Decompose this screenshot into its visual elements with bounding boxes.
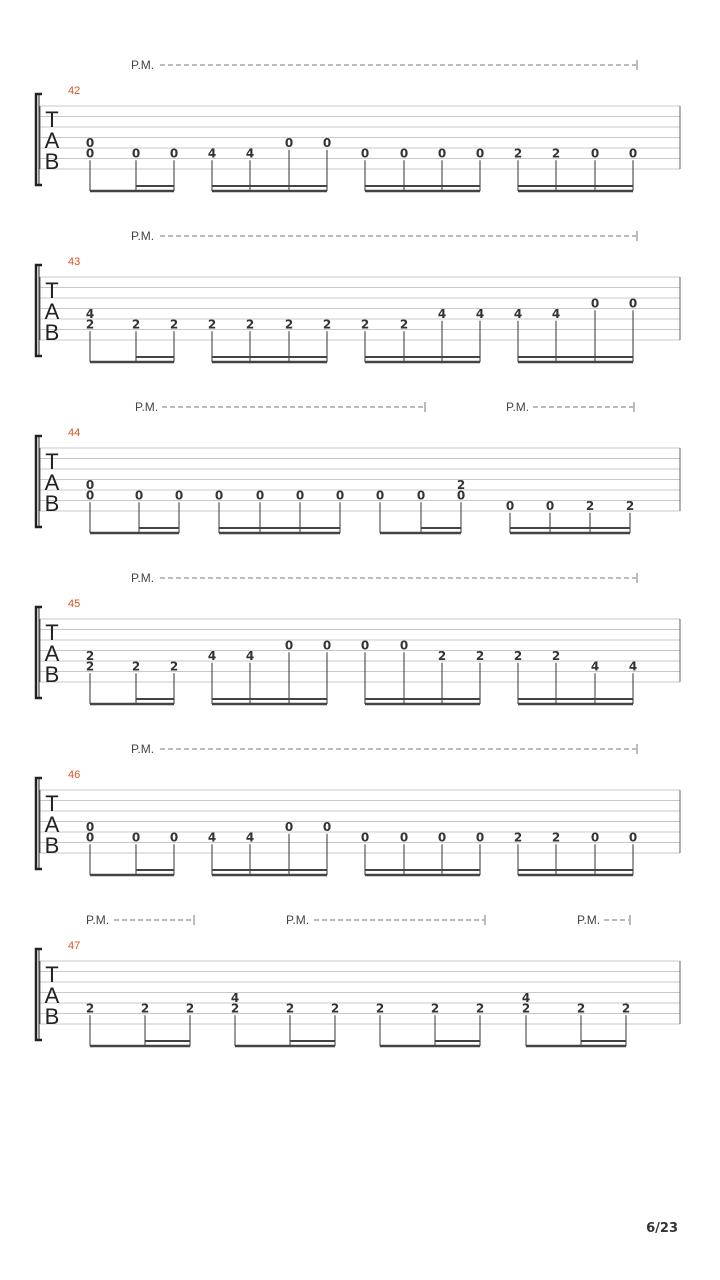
fret-number: 0 — [85, 477, 95, 492]
fret-number: 0 — [399, 146, 409, 161]
fret-number: 2 — [585, 498, 595, 513]
tab-clef-letter: B — [44, 662, 60, 687]
fret-number: 2 — [475, 1001, 485, 1016]
fret-number: 2 — [284, 317, 294, 332]
fret-number: 4 — [513, 306, 523, 321]
fret-number: 0 — [85, 135, 95, 150]
fret-number: 4 — [475, 306, 485, 321]
fret-number: 2 — [140, 1001, 150, 1016]
palm-mute-label: P.M. — [86, 913, 110, 927]
fret-number: 2 — [85, 317, 95, 332]
fret-number: 2 — [576, 1001, 586, 1016]
measure-number: 44 — [68, 427, 81, 439]
fret-number: 4 — [437, 306, 447, 321]
measure-number: 45 — [68, 598, 81, 610]
fret-number: 4 — [207, 648, 217, 663]
fret-number: 0 — [375, 488, 385, 503]
fret-number: 0 — [85, 488, 95, 503]
fret-number: 2 — [551, 830, 561, 845]
fret-number: 0 — [169, 146, 179, 161]
fret-number: 2 — [621, 1001, 631, 1016]
fret-number: 0 — [360, 830, 370, 845]
fret-number: 2 — [230, 1001, 240, 1016]
fret-number: 2 — [551, 648, 561, 663]
fret-number: 2 — [513, 648, 523, 663]
measure-number: 42 — [68, 85, 81, 97]
fret-number: 4 — [245, 146, 255, 161]
fret-number: 0 — [174, 488, 184, 503]
fret-number: 2 — [375, 1001, 385, 1016]
fret-number: 0 — [360, 146, 370, 161]
measure-number: 47 — [68, 940, 81, 952]
fret-number: 0 — [214, 488, 224, 503]
fret-number: 4 — [207, 830, 217, 845]
fret-number: 0 — [590, 296, 600, 311]
fret-number: 2 — [437, 648, 447, 663]
fret-number: 0 — [284, 135, 294, 150]
fret-number: 2 — [475, 648, 485, 663]
palm-mute-label: P.M. — [131, 571, 155, 585]
fret-number: 2 — [207, 317, 217, 332]
fret-number: 0 — [437, 146, 447, 161]
fret-number: 0 — [399, 638, 409, 653]
fret-number: 2 — [360, 317, 370, 332]
tab-clef-letter: A — [44, 470, 60, 495]
fret-number: 2 — [330, 1001, 340, 1016]
fret-number: 0 — [475, 146, 485, 161]
fret-number: 4 — [230, 990, 240, 1005]
tab-clef-letter: A — [44, 983, 60, 1008]
tab-clef-letter: A — [44, 641, 60, 666]
tab-clef-letter: T — [45, 278, 59, 303]
tab-clef-letter: A — [44, 812, 60, 837]
fret-number: 2 — [169, 317, 179, 332]
fret-number: 0 — [475, 830, 485, 845]
tab-clef-letter: T — [45, 620, 59, 645]
fret-number: 4 — [85, 306, 95, 321]
fret-number: 2 — [131, 317, 141, 332]
palm-mute-label: P.M. — [286, 913, 310, 927]
fret-number: 0 — [131, 146, 141, 161]
fret-number: 2 — [625, 498, 635, 513]
tab-clef-letter: T — [45, 449, 59, 474]
fret-number: 2 — [456, 477, 466, 492]
palm-mute-label: P.M. — [506, 400, 530, 414]
fret-number: 0 — [628, 296, 638, 311]
fret-number: 2 — [521, 1001, 531, 1016]
fret-number: 0 — [169, 830, 179, 845]
fret-number: 0 — [85, 146, 95, 161]
fret-number: 0 — [131, 830, 141, 845]
fret-number: 2 — [85, 648, 95, 663]
palm-mute-label: P.M. — [131, 742, 155, 756]
fret-number: 2 — [399, 317, 409, 332]
fret-number: 2 — [85, 659, 95, 674]
fret-number: 4 — [628, 659, 638, 674]
fret-number: 0 — [322, 819, 332, 834]
fret-number: 0 — [85, 830, 95, 845]
fret-number: 2 — [131, 659, 141, 674]
fret-number: 0 — [360, 638, 370, 653]
fret-number: 4 — [207, 146, 217, 161]
tab-clef-letter: B — [44, 1004, 60, 1029]
fret-number: 0 — [335, 488, 345, 503]
fret-number: 2 — [430, 1001, 440, 1016]
fret-number: 2 — [513, 830, 523, 845]
fret-number: 0 — [85, 819, 95, 834]
fret-number: 4 — [245, 648, 255, 663]
fret-number: 0 — [284, 819, 294, 834]
fret-number: 0 — [399, 830, 409, 845]
fret-number: 2 — [169, 659, 179, 674]
fret-number: 2 — [85, 1001, 95, 1016]
tab-clef-letter: A — [44, 128, 60, 153]
fret-number: 2 — [551, 146, 561, 161]
tab-clef-letter: A — [44, 299, 60, 324]
fret-number: 0 — [628, 830, 638, 845]
fret-number: 0 — [545, 498, 555, 513]
measure-number: 46 — [68, 769, 81, 781]
tab-clef-letter: B — [44, 149, 60, 174]
fret-number: 0 — [322, 638, 332, 653]
fret-number: 4 — [245, 830, 255, 845]
tab-clef-letter: T — [45, 962, 59, 987]
fret-number: 2 — [513, 146, 523, 161]
palm-mute-label: P.M. — [135, 400, 159, 414]
fret-number: 0 — [590, 830, 600, 845]
fret-number: 0 — [416, 488, 426, 503]
fret-number: 0 — [628, 146, 638, 161]
fret-number: 0 — [437, 830, 447, 845]
fret-number: 4 — [551, 306, 561, 321]
tab-clef-letter: B — [44, 491, 60, 516]
tab-clef-letter: T — [45, 791, 59, 816]
page-number: 6/23 — [646, 1221, 678, 1236]
fret-number: 0 — [284, 638, 294, 653]
fret-number: 4 — [590, 659, 600, 674]
fret-number: 2 — [285, 1001, 295, 1016]
tab-clef-letter: B — [44, 833, 60, 858]
tab-clef-letter: B — [44, 320, 60, 345]
palm-mute-label: P.M. — [577, 913, 601, 927]
fret-number: 2 — [245, 317, 255, 332]
palm-mute-label: P.M. — [131, 229, 155, 243]
fret-number: 0 — [134, 488, 144, 503]
fret-number: 0 — [505, 498, 515, 513]
fret-number: 0 — [456, 488, 466, 503]
fret-number: 2 — [185, 1001, 195, 1016]
palm-mute-label: P.M. — [131, 58, 155, 72]
fret-number: 0 — [255, 488, 265, 503]
fret-number: 2 — [322, 317, 332, 332]
tab-clef-letter: T — [45, 107, 59, 132]
fret-number: 0 — [590, 146, 600, 161]
fret-number: 0 — [295, 488, 305, 503]
fret-number: 0 — [322, 135, 332, 150]
measure-number: 43 — [68, 256, 81, 268]
fret-number: 4 — [521, 990, 531, 1005]
